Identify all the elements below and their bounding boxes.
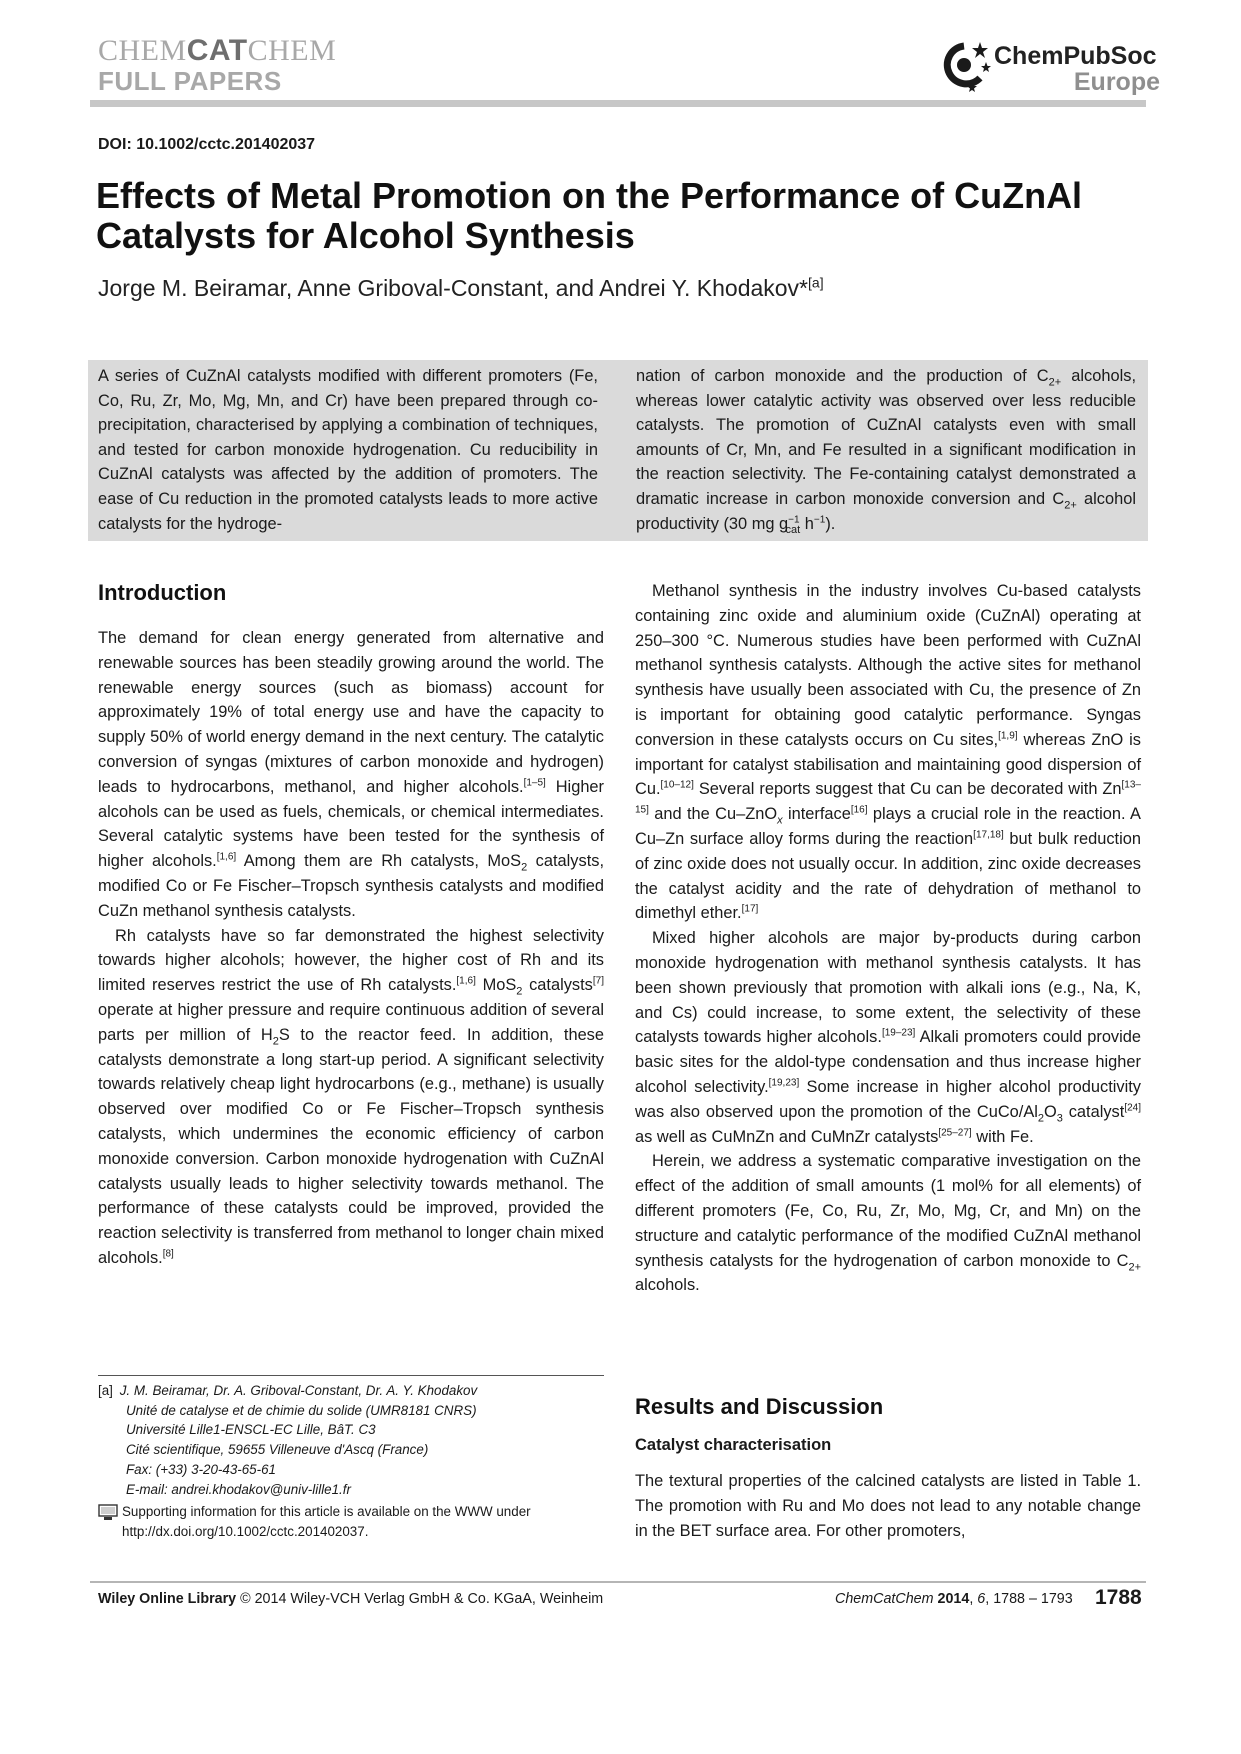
introduction-heading: Introduction [98, 580, 227, 605]
library-name: Wiley Online Library [98, 1591, 237, 1607]
citation-volume: 6 [977, 1591, 986, 1607]
introduction-body [98, 626, 604, 1271]
abstract-text: alcohols, whereas lower catalytic activity was observed over less reducible catalysts. The promotion of CuZnAl catalysts even with small amounts of Cr, Mn, and Fe resulted in a significant modification in the reaction selectivity. The Fe-containing catalyst demonstrated a dramatic increase in carbon monoxide conversion and C [636, 367, 1136, 508]
text: Rh catalysts have so far demonstrated the highest selectivity towards higher alcohols; however, the higher cost of Rh and its limited reserves restrict the use of Rh catalysts. [98, 926, 604, 995]
text: Among them are Rh catalysts, MoS [236, 852, 522, 871]
text: Some increase in higher alcohol productivity was also observed upon the promotion of the CuCo/Al [635, 1077, 1141, 1121]
footnote-text: J. M. Beiramar, Dr. A. Griboval-Constant, Dr. A. Y. Khodakov [119, 1383, 478, 1398]
footnote-rule [98, 1375, 604, 1376]
text: O [1044, 1102, 1057, 1121]
results-heading: Results and Discussion [635, 1394, 884, 1419]
citation-pages: 1788 – 1793 [993, 1591, 1073, 1607]
copyright-text: © 2014 Wiley-VCH Verlag GmbH & Co. KGaA, Weinheim [236, 1591, 604, 1607]
reference: [19,23] [768, 1077, 800, 1089]
subscript: 2 [1037, 1112, 1045, 1125]
text: Methanol synthesis in the industry involves Cu-based catalysts containing zinc oxide and aluminium oxide (CuZnAl) operating at 250–300 °C. Numerous studies have been performed with CuZnAl methanol synthesis catalysts. Although the active sites for methanol synthesis have usually been associated with Cu, the presence of Zn is important for obtaining good catalytic performance. Syngas conversion in these catalysts occurs on Cu sites, [635, 582, 1141, 749]
footnote-label: [a] [98, 1383, 113, 1398]
reference: [1,6] [456, 975, 476, 987]
journal-name-part2: CAT [186, 34, 248, 67]
footer-copyright [98, 1591, 603, 1607]
subscript: 2+ [1128, 1260, 1141, 1273]
computer-icon [98, 1504, 118, 1521]
subscript: 2 [516, 985, 523, 998]
abstract-left-column: A series of CuZnAl catalysts modified with different promoters (Fe, Co, Ru, Zr, Mo, Mg, Mn, and Cr) have been prepared through co-precipitation, characterised by applying a combination of techniques, and tested for carbon monoxide hydrogenation. Cu reducibility in CuZnAl catalysts was affected by the addition of promoters. The ease of Cu reduction in the promoted catalysts leads to more active catalysts for the hydroge- [98, 367, 598, 533]
subscript: 2 [521, 861, 528, 874]
right-column-body [635, 579, 1141, 1298]
subscript: x [777, 814, 783, 827]
footnote-line: Cité scientifique, 59655 Villeneuve d'Ascq (France) [126, 1442, 429, 1458]
journal-name-part3: CHEM [247, 34, 337, 67]
text: interface [782, 805, 851, 824]
abstract-text: ). [825, 514, 836, 533]
text: Higher alcohols can be used as fuels, chemicals, or chemical intermediates. Several catalytic systems have been tested for the synthesis of higher alcohols. [98, 777, 605, 871]
authors [98, 275, 824, 302]
reference: [13–15] [635, 779, 1141, 816]
reference: [7] [592, 975, 604, 987]
text: operate at higher pressure and require continuous addition of several parts per million of H [98, 1000, 604, 1044]
text: catalysts, modified Co or Fe Fischer–Tropsch synthesis catalysts and modified CuZn methanol synthesis catalysts. [98, 852, 604, 920]
reference: [19–23] [881, 1027, 916, 1039]
footnote-line: Unité de catalyse et de chimie du solide (UMR8181 CNRS) [126, 1402, 477, 1418]
subscript: 3 [1056, 1112, 1063, 1125]
subscript: cat [785, 523, 801, 536]
text: but bulk reduction of zinc oxide does not usually occur. In addition, zinc oxide decreases the catalyst acidity and the rate of dehydration of methanol to dimethyl ether. [635, 829, 1141, 923]
reference: [1,9] [998, 730, 1018, 742]
citation-year: 2014 [937, 1591, 970, 1607]
page-number: 1788 [1095, 1586, 1142, 1609]
reference: [17,18] [973, 829, 1004, 841]
supporting-info-text: Supporting information for this article is available on the WWW under http://dx.doi.org/10.1002/cctc.201402037. [122, 1504, 531, 1539]
superscript: −1 [813, 514, 826, 526]
abstract-text: h [800, 514, 814, 533]
subsection-heading: Catalyst characterisation [635, 1436, 832, 1454]
footnote-line: E-mail: andrei.khodakov@univ-lille1.fr [126, 1481, 351, 1497]
text: Several reports suggest that Cu can be decorated with Zn [693, 780, 1122, 799]
abstract-text: nation of carbon monoxide and the production of C [636, 367, 1049, 385]
text: alcohols. [635, 1276, 700, 1295]
journal-name-part1: CHEM [98, 34, 187, 67]
reference: [10–12] [660, 779, 694, 791]
doi: DOI: 10.1002/cctc.201402037 [98, 136, 316, 153]
paragraph [98, 924, 604, 1271]
reference: [17] [741, 903, 759, 915]
reference: [1–5] [523, 777, 546, 789]
abstract-right-column [636, 364, 1136, 536]
text: MoS [475, 976, 517, 995]
journal-name [98, 36, 336, 66]
reference: [25–27] [938, 1127, 972, 1139]
text: S to the reactor feed. In addition, these catalysts demonstrate a long start-up period. A significant selectivity towards relatively cheap light hydrocarbons (e.g., methane) is usually observed over modified Co or Fe Fischer–Tropsch synthesis catalysts, which undermines the economic efficiency of carbon monoxide conversion. Carbon monoxide hydrogenation with CuZnAl catalysts usually leads to higher selectivity towards methanol. The performance of these catalysts could be improved, provided the reaction selectivity is transferred from methanol to longer chain mixed alcohols. [98, 1025, 604, 1267]
subscript: 2+ [1048, 376, 1062, 389]
text: catalysts [522, 976, 593, 995]
text: as well as CuMnZn and CuMnZr catalysts [635, 1127, 939, 1146]
text: and the Cu–ZnO [648, 805, 778, 824]
text: Herein, we address a systematic comparative investigation on the effect of the addition of small amounts (1 mol% for all elements) of different promoters (Fe, Co, Ru, Zr, Mo, Mg, Cr, and Mn) on the structure and catalytic performance of the modified CuZnAl methanol synthesis catalysts for the hydrogenation of carbon monoxide to C [635, 1152, 1141, 1270]
abstract-text: alcohol productivity (30 mg g [636, 489, 1136, 533]
publisher-logo [936, 38, 1166, 96]
paragraph [635, 926, 1141, 1149]
paragraph [98, 626, 604, 924]
results-body [635, 1469, 1141, 1543]
affiliation-footnote [98, 1381, 608, 1499]
article-category: FULL PAPERS [98, 66, 282, 96]
abstract [88, 360, 1148, 541]
supporting-info [98, 1502, 618, 1541]
paragraph: The textural properties of the calcined catalysts are listed in Table 1. The promotion with Ru and Mo does not lead to any notable change in the BET surface area. For other promoters, [635, 1472, 1141, 1540]
footer-citation: ChemCatChem 2014, 6, 1788 – 1793 [835, 1591, 1073, 1607]
footnote-line: Fax: (+33) 3-20-43-65-61 [126, 1461, 276, 1477]
reference: [16] [850, 804, 868, 816]
text: whereas ZnO is important for catalyst stabilisation and maintaining good dispersion of Cu. [635, 730, 1141, 799]
reference: [1,6] [216, 851, 237, 863]
superscript: −1 [788, 514, 800, 526]
header-rule [90, 100, 1146, 107]
publisher-name: ChemPubSoc [994, 42, 1157, 70]
publisher-emblem-icon [936, 38, 992, 96]
author-affiliation-mark: [a] [808, 274, 824, 291]
footnote-line: Université Lille1-ENSCL-EC Lille, BâT. C3 [126, 1422, 376, 1438]
subscript: 2 [272, 1035, 279, 1048]
author-list: Jorge M. Beiramar, Anne Griboval-Constant, and Andrei Y. Khodakov* [98, 275, 809, 301]
reference: [24] [1124, 1102, 1141, 1114]
reference: [8] [162, 1248, 174, 1260]
paragraph [635, 579, 1141, 926]
article-title: Effects of Metal Promotion on the Performance of CuZnAl Catalysts for Alcohol Synthesis [96, 175, 1083, 256]
publisher-region: Europe [1073, 68, 1160, 96]
text: Mixed higher alcohols are major by-products during carbon monoxide hydrogenation with methanol synthesis catalysts. It has been shown previously that promotion with alkali ions (e.g., Na, K, and Cs) could increase, to some extent, the selectivity of these catalysts towards higher alcohols. [635, 929, 1141, 1047]
footnote-line [98, 1381, 608, 1401]
subscript: 2+ [1064, 499, 1077, 512]
text: catalyst [1062, 1102, 1125, 1121]
text: Alkali promoters could provide basic sites for the aldol-type condensation and thus increase higher alcohol selectivity. [635, 1028, 1141, 1096]
text: The demand for clean energy generated from alternative and renewable sources has been steadily growing around the world. The renewable energy sources (such as biomass) account for approximately 19% of total energy use and have the capacity to supply 50% of world energy demand in the next century. The catalytic conversion of syngas (mixtures of carbon monoxide and hydrogen) leads to hydrocarbons, methanol, and higher alcohols. [98, 629, 604, 796]
footer-rule [90, 1581, 1146, 1583]
paragraph [635, 1149, 1141, 1298]
text: plays a crucial role in the reaction. A Cu–Zn surface alloy forms during the reaction [635, 805, 1141, 848]
text: with Fe. [971, 1127, 1034, 1146]
citation-journal: ChemCatChem [835, 1591, 934, 1607]
